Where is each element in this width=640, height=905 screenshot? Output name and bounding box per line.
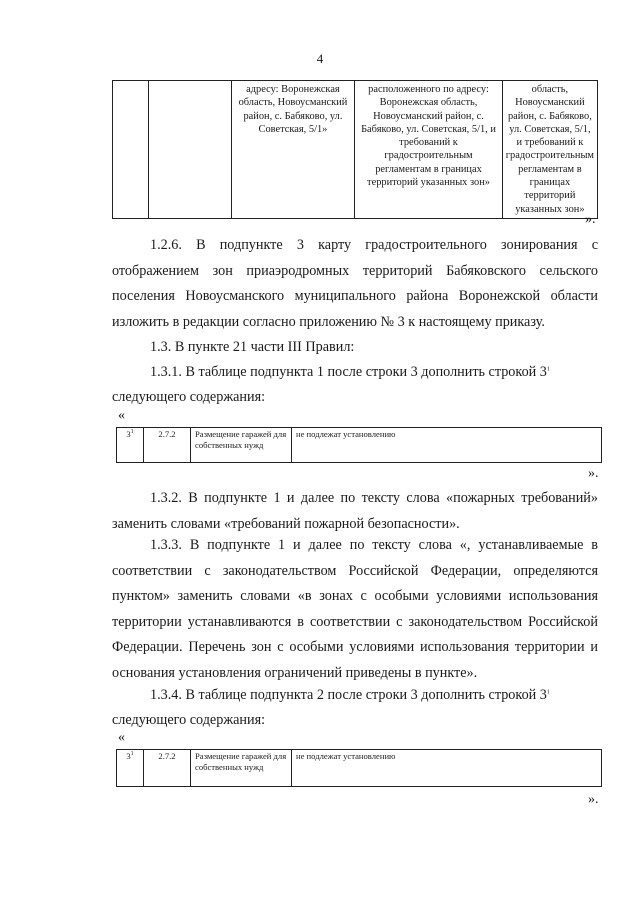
row-number: $3^1$ (117, 750, 144, 787)
open-quote: « (118, 730, 125, 745)
table-cell-description-2: область, Новоусманский район, с. Бабяково, ул. Советская, 5/1, и требований к градостроительным регламентам в границах территорий указанных зон» (502, 81, 597, 219)
close-quote: ». (585, 212, 596, 227)
paragraph-1-3-4-text: 1.3.4. В таблице подпункта 2 после строки 3 дополнить строкой 3 (150, 687, 547, 703)
row-code: 2.7.2 (144, 750, 191, 787)
row-number: $3^1$ (117, 428, 144, 463)
page-number: 4 (316, 51, 324, 66)
paragraph-1-3: 1.3. В пункте 21 части III Правил: (150, 339, 355, 355)
open-quote: « (118, 408, 125, 423)
table-cell-address: адресу: Воронежская область, Новоусманский район, с. Бабяково, ул. Советская, 5/1» (231, 81, 355, 219)
row-value: не подлежат установлению (292, 428, 602, 463)
paragraph-1-3-1-cont: следующего содержания: (112, 389, 266, 405)
close-quote: ». (588, 466, 599, 481)
paragraph-1-3-4 (150, 683, 610, 709)
superscript: 1 (546, 689, 550, 696)
table-cell-empty (113, 81, 149, 219)
paragraph-1-3-1 (150, 360, 610, 386)
row-name: Размещение гаражей для собственных нужд (191, 750, 292, 787)
table-cell-empty (148, 81, 231, 219)
paragraph-1-3-3: 1.3.3. В подпункте 1 и далее по тексту слова «, устанавливаемые в соответствии с законодательством Российской Федерации, определяются пунктом» заменить словами «в зонах с особыми условиями использования территории устанавливаются в соответствии с законодательством Российской Федерации. Перечень зон с особыми условиями использования территории и основания установления ограничений приведены в пункте». (112, 537, 598, 681)
paragraph-1-2-6: 1.2.6. В подпункте 3 карту градостроительного зонирования с отображением зон приаэродромных территорий Бабяковского сельского поселения Новоусманского муниципального района Воронежской области изложить в редакции согласно приложению № 3 к настоящему приказу. (112, 237, 598, 330)
continuation-table (112, 80, 598, 219)
row-code: 2.7.2 (144, 428, 191, 463)
paragraph-1-3-4-cont: следующего содержания: (112, 712, 266, 728)
paragraph-1-3-1-text: 1.3.1. В таблице подпункта 1 после строки 3 дополнить строкой 3 (150, 364, 547, 380)
row-value: не подлежат установлению (292, 750, 602, 787)
row-table-1 (116, 427, 602, 463)
superscript: 1 (546, 366, 550, 373)
row-name: Размещение гаражей для собственных нужд (191, 428, 292, 463)
paragraph-1-3-2: 1.3.2. В подпункте 1 и далее по тексту слова «пожарных требований» заменить словами «требований пожарной безопасности». (112, 490, 598, 532)
table-cell-description: расположенного по адресу: Воронежская область, Новоусманский район, с. Бабяково, ул. Советская, 5/1, и требований к градостроительным регламентам в границах территорий указанных зон» (355, 81, 503, 219)
row-table-2 (116, 749, 602, 787)
close-quote: ». (588, 792, 599, 807)
